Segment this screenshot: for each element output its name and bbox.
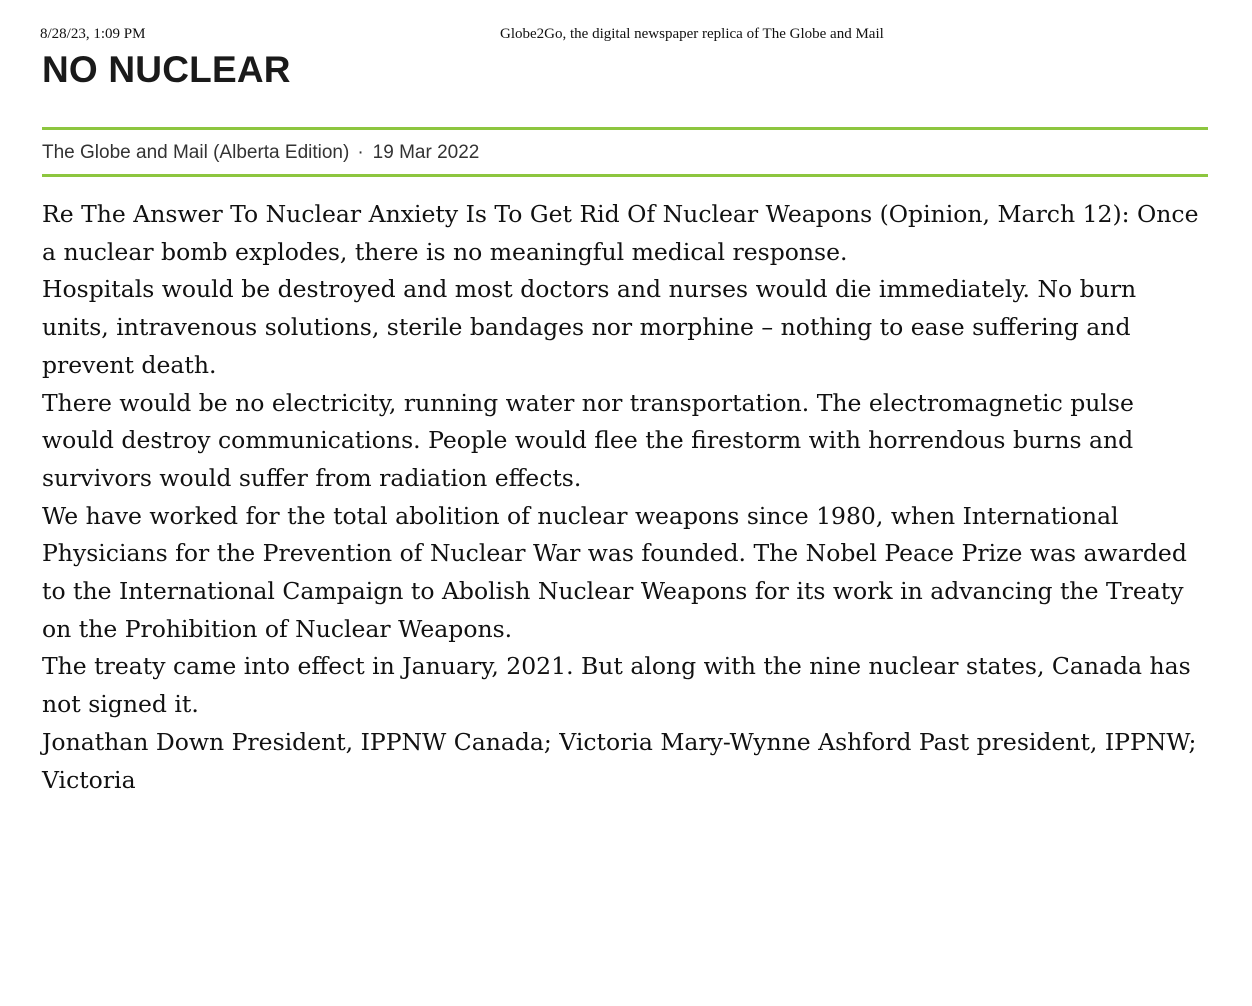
article-paragraph: Hospitals would be destroyed and most doctors and nurses would die immediately. No burn units, intravenous solutions, sterile bandages nor morphine – nothing to ease suffering and prevent death.: [42, 275, 1137, 379]
print-datetime: 8/28/23, 1:09 PM: [40, 26, 146, 42]
publication-date: 19 Mar 2022: [372, 142, 480, 163]
article-paragraph: Re The Answer To Nuclear Anxiety Is To Get Rid Of Nuclear Weapons (Opinion, March 12): Once a nuclear bomb explodes, there is no meaningful medical response.: [42, 200, 1199, 266]
article-meta: [42, 141, 479, 165]
bottom-divider: [42, 174, 1208, 177]
print-header: [40, 26, 1220, 46]
top-divider: [42, 127, 1208, 130]
article-paragraph: The treaty came into effect in January, 2021. But along with the nine nuclear states, Canada has not signed it.: [42, 652, 1191, 719]
article-headline: NO NUCLEAR: [42, 49, 291, 90]
print-source-title: Globe2Go, the digital newspaper replica of The Globe and Mail: [500, 26, 884, 42]
article-signature: Jonathan Down President, IPPNW Canada; Victoria Mary-Wynne Ashford Past president, IPPNW; Victoria: [42, 727, 1197, 794]
article-body: [42, 196, 1202, 799]
meta-separator: ·: [357, 142, 364, 163]
publication-name: The Globe and Mail (Alberta Edition): [42, 142, 350, 163]
article-paragraph: We have worked for the total abolition of nuclear weapons since 1980, when International Physicians for the Prevention of Nuclear War was founded. The Nobel Peace Prize was awarded to the International Campaign to Abolish Nuclear Weapons for its work in advancing the Treaty on the Prohibition of Nuclear Weapons.: [42, 501, 1187, 643]
article-paragraph: There would be no electricity, running water nor transportation. The electromagnetic pulse would destroy communications. People would flee the firestorm with horrendous burns and survivors would suffer from radiation effects.: [42, 388, 1134, 492]
